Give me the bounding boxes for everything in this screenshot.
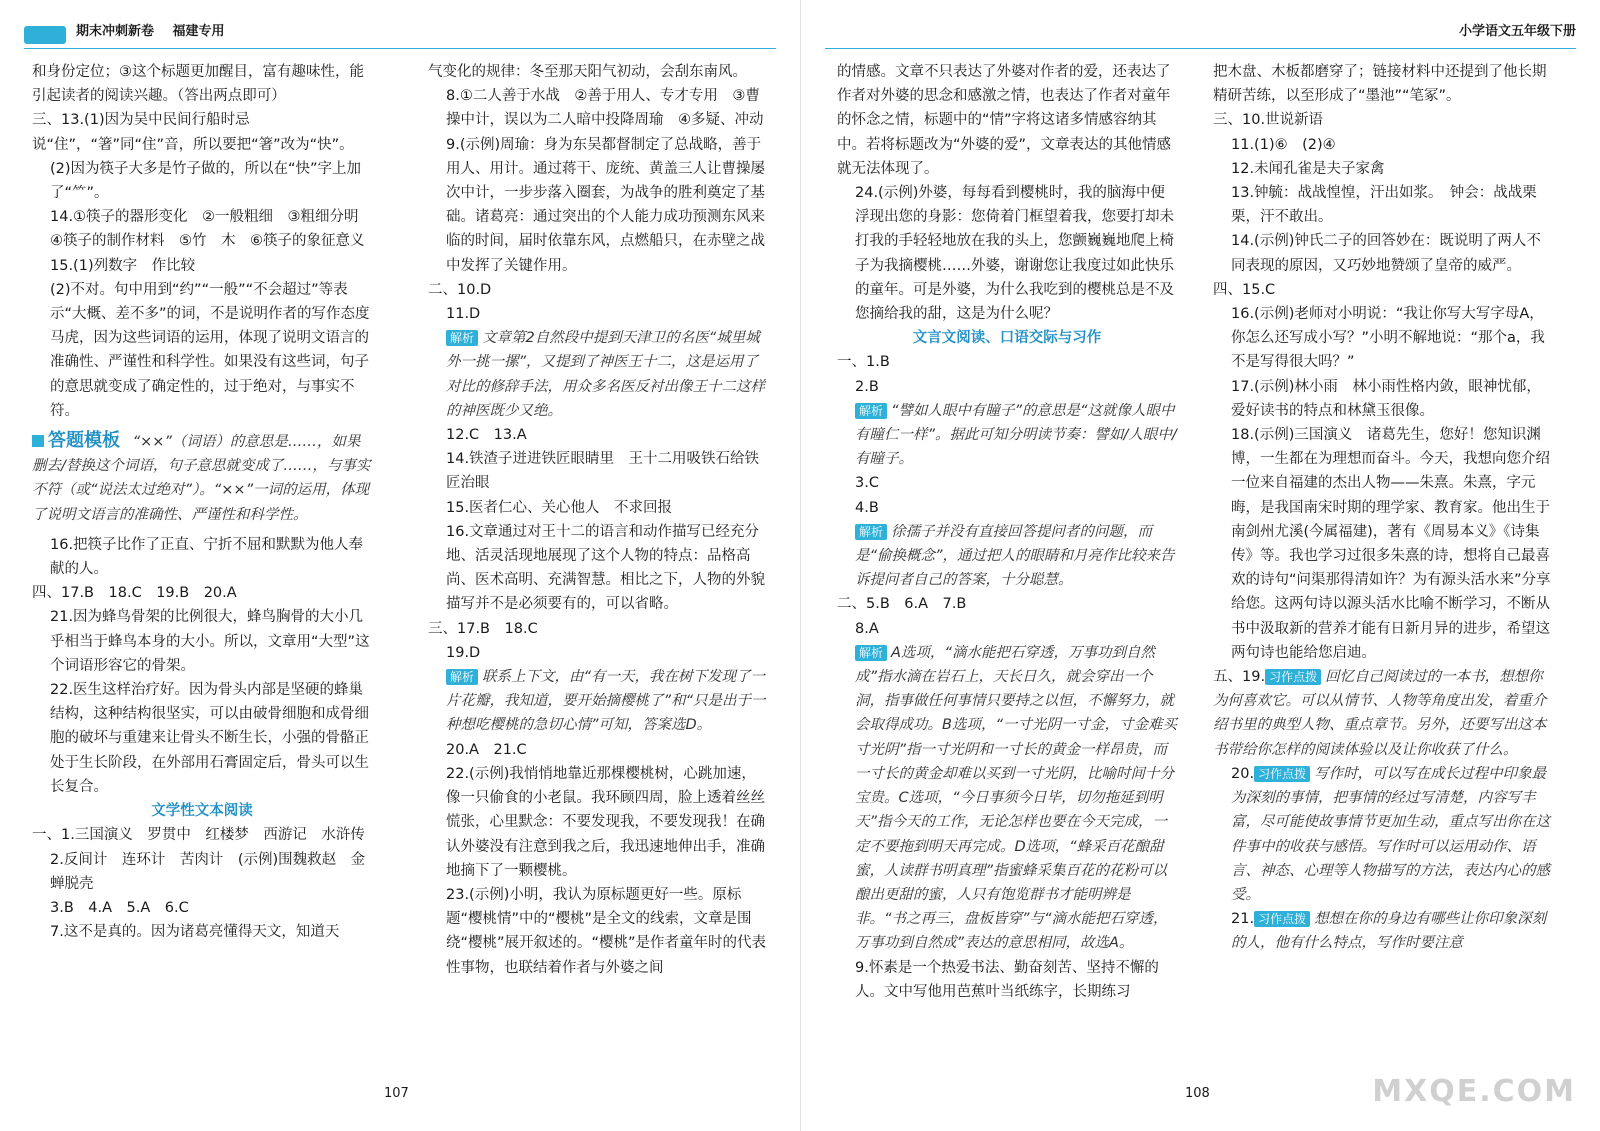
answer-line: [428, 60, 768, 84]
answer-line: [32, 896, 372, 920]
answer-text: 回忆自己阅读过的一本书，想想你为何喜欢它。可以从情节、人物等角度出发，着重介绍书里的典型人物、重点章节。另外，还要写出这本书带给你怎样的阅读体验以及让你收获了什么。: [1213, 669, 1547, 758]
column-3: [837, 60, 1177, 1004]
answers-block: [32, 533, 372, 799]
section-title: 文学性文本阅读: [151, 803, 253, 820]
section-title: 文言文阅读、口语交际与习作: [912, 330, 1102, 347]
answer-line: [837, 956, 1177, 1004]
answer-line: [32, 278, 372, 423]
column-1: [32, 60, 372, 944]
answers-block: [32, 823, 372, 944]
answer-text: 16.文章通过对王十二的语言和动作描写已经充分地、活灵活现地展现了这个人物的特点：品格高尚、医术高明、充满智慧。相比之下，人物的外貌描写并不是必须要有的，可以省略。: [446, 523, 765, 613]
answer-line: [428, 423, 768, 447]
answer-text: 2.B: [855, 378, 879, 395]
answer-line: [32, 678, 372, 799]
column-4: [1213, 60, 1553, 956]
answer-line: [1213, 229, 1553, 277]
answer-text: 和身份定位；③这个标题更加醒目，富有趣味性，能引起读者的阅读兴趣。（答出两点即可）: [32, 64, 364, 105]
answer-line: [837, 496, 1177, 520]
answer-line: [837, 60, 1177, 181]
answers-block: [837, 60, 1177, 326]
answer-text: 16.(示例)老师对小明说：“我让你写大写字母A，你怎么还写成小写？”小明不解地说：“那个a，我不是写得很大吗？”: [1231, 306, 1545, 371]
answer-line: [837, 350, 1177, 374]
answer-line: [428, 883, 768, 980]
answer-template-body: “××”（词语）的意思是……，如果删去/替换这个词语，句子意思就变成了……，与事实不符（或“说法太过绝对”）。“××”一词的运用，体现了说明文语言的准确性、严谨性和科学性。: [32, 434, 371, 523]
analysis-tag: 解析: [855, 403, 887, 419]
answer-line: [837, 399, 1177, 472]
answer-text: (2)因为筷子大多是竹子做的，所以在“快”字上加了“⺮”。: [50, 160, 362, 202]
answer-text: 9.怀素是一个热爱书法、勤奋刻苦、坚持不懈的人。文中写他用芭蕉叶当纸练字，长期练习: [855, 959, 1159, 1000]
answer-line: [1213, 60, 1553, 108]
answer-text: 18.(示例)三国演义 诸葛先生，您好！您知识渊博，一生都在为理想而奋斗。今天，我想向您介绍一位来自福建的杰出人物——朱熹。朱熹，字元晦，是我国南宋时期的理学家、教育家。他出生于南剑州尤溪(今属福建)，著有《周易本义》《诗集传》等。我也学习过很多朱熹的诗，想将自己最喜欢的诗句“问渠那得清如许？为有源头活水来”分享给您。这两句诗以源头活水比喻不断学习，不断从书中汲取新的营养才能有日新月异的进步，希望这两句诗也能给您启迪。: [1231, 427, 1551, 661]
answers-block: [1213, 60, 1553, 956]
series-title: 期末冲刺新卷: [76, 24, 155, 39]
header-rule: [825, 48, 1576, 49]
region-label: 福建专用: [172, 24, 225, 39]
answer-line: [837, 641, 1177, 956]
answer-line: [428, 496, 768, 520]
answer-text: 写作时，可以写在成长过程中印象最为深刻的事情，把事情的经过写清楚，内容写丰富，尽可能使故事情节更加生动，重点写出你在这件事中的收获与感悟。写作时可以运用动作、语言、神态、心理等人物描写的方法，表达内心的感受。: [1231, 765, 1550, 903]
answer-line: [1213, 375, 1553, 423]
answer-line: [1213, 907, 1553, 955]
template-box-icon: [32, 435, 44, 447]
answer-line: [428, 665, 768, 738]
answer-text: 徐孺子并没有直接回答提问者的问题，而是“偷换概念”，通过把人的眼睛和月亮作比较来告诉提问者自己的答案，十分聪慧。: [855, 523, 1175, 589]
answer-line: [1213, 278, 1553, 302]
answer-text: 把木盘、木板都磨穿了；链接材料中还提到了他长期精研苦练，以至形成了“墨池”“笔冢”。: [1213, 64, 1547, 105]
answer-text: 12.未闻孔雀是夫子家禽: [1231, 160, 1385, 177]
answer-line: [428, 84, 768, 132]
answer-text: 19.D: [446, 644, 481, 661]
answer-line: [32, 605, 372, 678]
answer-text: 16.把筷子比作了正直、宁折不屈和默默为他人奉献的人。: [50, 536, 364, 578]
answer-text: 22.(示例)我悄悄地靠近那棵樱桃树，心跳加速，像一只偷食的小老鼠。我环顾四周，脸上透着丝丝慌张，心里默念：不要发现我，不要发现我！在确认外婆没有注意到我之后，我迅速地伸出手，准确地摘下了一颗樱桃。: [446, 765, 765, 879]
series-logo-icon: [24, 26, 66, 44]
answer-text: 四、17.B 18.C 19.B 20.A: [32, 585, 237, 602]
answer-text: 14.铁渣子迸进铁匠眼睛里 王十二用吸铁石给铁匠治眼: [446, 451, 760, 492]
answer-line: [837, 471, 1177, 495]
answers-block: [32, 60, 372, 423]
answer-line: [428, 520, 768, 617]
answer-text: 9.(示例)周瑜：身为东吴都督制定了总战略，善于用人、用计。通过蒋干、庞统、黄盖三人让曹操屡次中计，一步步落入圈套，为战争的胜利奠定了基础。诸葛亮：通过突出的个人能力成功预测东风来临的时间，届时依靠东风，点燃船只，在赤壁之战中发挥了关键作用。: [446, 136, 765, 274]
answer-text: 3.B 4.A 5.A 6.C: [50, 899, 189, 916]
answer-text: 8.①二人善于水战 ②善于用人、专才专用 ③曹操中计，误以为二人暗中投降周瑜 ④多疑、冲动: [446, 88, 764, 129]
answer-text: 22.医生这样治疗好。因为骨头内部是坚硬的蜂巢结构，这种结构很坚实，可以由破骨细胞和成骨细胞的破坏与重建来让骨头不断生长，小强的骨骼正处于生长阶段，在外部用石膏固定后，骨头可以生长复合。: [50, 682, 369, 795]
answer-text: 一、1.三国演义 罗贯中 红楼梦 西游记 水浒传: [32, 827, 365, 844]
answer-text: 想想在你的身边有哪些让你印象深刻的人，他有什么特点，写作时要注意: [1231, 911, 1547, 952]
analysis-tag: 解析: [446, 330, 478, 346]
answer-text: 四、15.C: [1213, 281, 1276, 298]
answer-line: [428, 302, 768, 326]
answer-line: [32, 157, 372, 205]
answer-line: [1213, 665, 1553, 762]
answer-text: 三、10.世说新语: [1213, 112, 1324, 129]
answer-text: 13.钟毓：战战惶惶，汗出如浆。 钟会：战战栗栗，汗不敢出。: [1231, 185, 1537, 226]
answer-text: 的情感。文章不只表达了外婆对作者的爱，还表达了作者对外婆的思念和感激之情，也表达了作者对童年的怀念之情，标题中的“情”字将这诸多情感容纳其中。若将标题改为“外婆的爱”，文章表达的其他情感就无法体现了。: [837, 64, 1172, 177]
answer-text: 二、10.D: [428, 281, 492, 298]
answer-text: 3.C: [855, 475, 879, 492]
answer-line: [32, 60, 372, 108]
answer-line: [1213, 133, 1553, 157]
answer-text: 气变化的规律：冬至那天阳气初动，会刮东南风。: [428, 64, 747, 80]
answer-line: [428, 278, 768, 302]
answer-line: [32, 254, 372, 278]
answer-line: [32, 848, 372, 896]
analysis-tag: 解析: [855, 524, 887, 540]
answer-line: [837, 592, 1177, 616]
answer-text: 17.(示例)林小雨 林小雨性格内敛，眼神忧郁，爱好读书的特点和林黛玉很像。: [1231, 378, 1541, 419]
answer-text: 20.A 21.C: [446, 741, 527, 758]
answer-text: 12.C 13.A: [446, 427, 527, 444]
answer-text: 联系上下文，由“有一天，我在树下发现了一片花瓣，我知道，要开始摘樱桃了”和“只是出于一种想吃樱桃的急切心情”可知，答案选D。: [446, 669, 766, 734]
answer-line: [1213, 423, 1553, 665]
answer-text: 二、5.B 6.A 7.B: [837, 596, 967, 613]
right-page: [800, 0, 1600, 1131]
answer-line: [32, 108, 372, 156]
answer-line: [32, 823, 372, 847]
answer-text: 24.(示例)外婆，每每看到樱桃时，我的脑海中便浮现出您的身影：您倚着门框望着我，您要打却未打我的手轻轻地放在我的头上，您颤巍巍地爬上椅子为我摘樱桃……外婆，谢谢您让我度过如此快乐的童年。可是外婆，为什么我吃到的樱桃总是不及您摘给我的甜，这是为什么呢？: [855, 185, 1174, 323]
answer-text: “譬如人眼中有瞳子”的意思是“这就像人眼中有瞳仁一样”。据此可知分明读节奏：譬如/人眼中/有瞳子。: [855, 402, 1177, 468]
analysis-tag: 习作点拨: [1254, 911, 1310, 927]
answer-line: [1213, 181, 1553, 229]
answer-text: 21.因为蜂鸟骨架的比例很大，蜂鸟胸骨的大小几乎相当于蜂鸟本身的大小。所以，文章用“大型”这个词语形容它的骨架。: [50, 609, 370, 674]
answer-text: (2)不对。句中用到“约”“一般”“不会超过”等表示“大概、差不多”的词，不是说明作者的写作态度马虎，因为这些词语的运用，体现了说明文语言的准确性、严谨性和科学性。如果没有这些词，句子的意思就变成了确定性的，过于绝对，与事实不符。: [50, 281, 370, 419]
answer-text: 15.(1)列数字 作比较: [50, 257, 196, 274]
answer-line: [32, 533, 372, 581]
answer-number: 21.: [1231, 911, 1255, 928]
answer-text: 14.(示例)钟氏二子的回答妙在：既说明了两人不同表现的原因，又巧妙地赞颂了皇帝的威严。: [1231, 233, 1541, 274]
answer-line: [428, 447, 768, 495]
answer-text: 4.B: [855, 499, 879, 516]
analysis-tag: 解析: [855, 645, 887, 661]
answer-line: [428, 617, 768, 641]
page-number: 107: [384, 1086, 409, 1101]
answer-number: 20.: [1231, 765, 1255, 782]
column-2: [428, 60, 768, 980]
answer-line: [1213, 157, 1553, 181]
header-left: [76, 20, 225, 39]
answer-text: 2.反间计 连环计 苦肉计 (示例)围魏救赵 金蝉脱壳: [50, 851, 366, 892]
answer-text: 一、1.B: [837, 354, 890, 371]
analysis-tag: 解析: [446, 669, 478, 685]
answer-text: 三、13.(1)因为吴中民间行船时忌说“住”，“箸”同“住”音，所以要把“箸”改为“快”。: [32, 112, 354, 153]
watermark: MXQE.COM: [1372, 1074, 1576, 1109]
answer-text: 三、17.B 18.C: [428, 620, 538, 637]
answer-text: 11.(1)⑥ (2)④: [1231, 136, 1336, 153]
answer-number: 五、19.: [1213, 669, 1266, 686]
answer-text: 8.A: [855, 620, 879, 637]
answer-text: 23.(示例)小明，我认为原标题更好一些。原标题“樱桃情”中的“樱桃”是全文的线索，文章是围绕“樱桃”展开叙述的。“樱桃”是作者童年时的代表性事物，也联结着作者与外婆之间: [446, 886, 767, 976]
answer-template-title: 答题模板: [32, 429, 120, 453]
page-number: 108: [1185, 1086, 1210, 1101]
answer-line: [428, 738, 768, 762]
answer-line: [32, 920, 372, 944]
answer-line: [1213, 108, 1553, 132]
answer-line: [32, 205, 372, 253]
answer-line: [428, 641, 768, 665]
answer-template: [32, 429, 372, 527]
answer-line: [837, 181, 1177, 326]
answer-line: [837, 520, 1177, 593]
answer-line: [428, 762, 768, 883]
grade-label: 小学语文五年级下册: [1458, 24, 1576, 39]
answer-line: [428, 133, 768, 278]
answer-text: 15.医者仁心、关心他人 不求回报: [446, 499, 673, 516]
answer-text: 11.D: [446, 306, 481, 323]
answer-line: [837, 375, 1177, 399]
answer-text: 文章第2自然段中提到天津卫的名医“城里城外一挑一摞”，又提到了神医王十二，这是运用了对比的修辞手法，用众多名医反衬出像王十二这样的神医既少又绝。: [446, 330, 765, 419]
answer-line: [1213, 302, 1553, 375]
answers-block: [837, 350, 1177, 1003]
analysis-tag: 习作点拨: [1254, 766, 1310, 782]
answer-line: [428, 326, 768, 423]
header-rule: [24, 48, 776, 49]
answer-line: [837, 617, 1177, 641]
answer-line: [32, 581, 372, 605]
analysis-tag: 习作点拨: [1265, 669, 1321, 685]
answer-text: 7.这不是真的。因为诸葛亮懂得天文，知道天: [50, 924, 340, 941]
answer-text: A选项，“滴水能把石穿透，万事功到自然成”指水滴在岩石上，天长日久，就会穿出一个洞，指事做任何事情只要持之以恒，不懈努力，就会取得成功。B选项，“一寸光阴一寸金，寸金难买寸光阴”指一寸光阴和一寸长的黄金一样昂贵，而一寸长的黄金却难以买到一寸光阴，比喻时间十分宝贵。C选项，“今日事须今日毕，切勿拖延到明天”指今天的工作，无论怎样也要在今天完成，一定不要拖到明天再完成。D选项，“蜂采百花酿甜蜜，人读群书明真理”指蜜蜂采集百花的花粉可以酿出更甜的蜜，人只有饱览群书才能明辨是非。“书之再三，盘板皆穿”与“滴水能把石穿透，万事功到自然成”表达的意思相同，故选A。: [855, 644, 1177, 952]
answers-block: [428, 60, 768, 980]
answer-line: [1213, 762, 1553, 907]
answer-text: 14.①筷子的器形变化 ②一般粗细 ③粗细分明 ④筷子的制作材料 ⑤竹 木 ⑥筷子的象征意义: [50, 209, 374, 250]
